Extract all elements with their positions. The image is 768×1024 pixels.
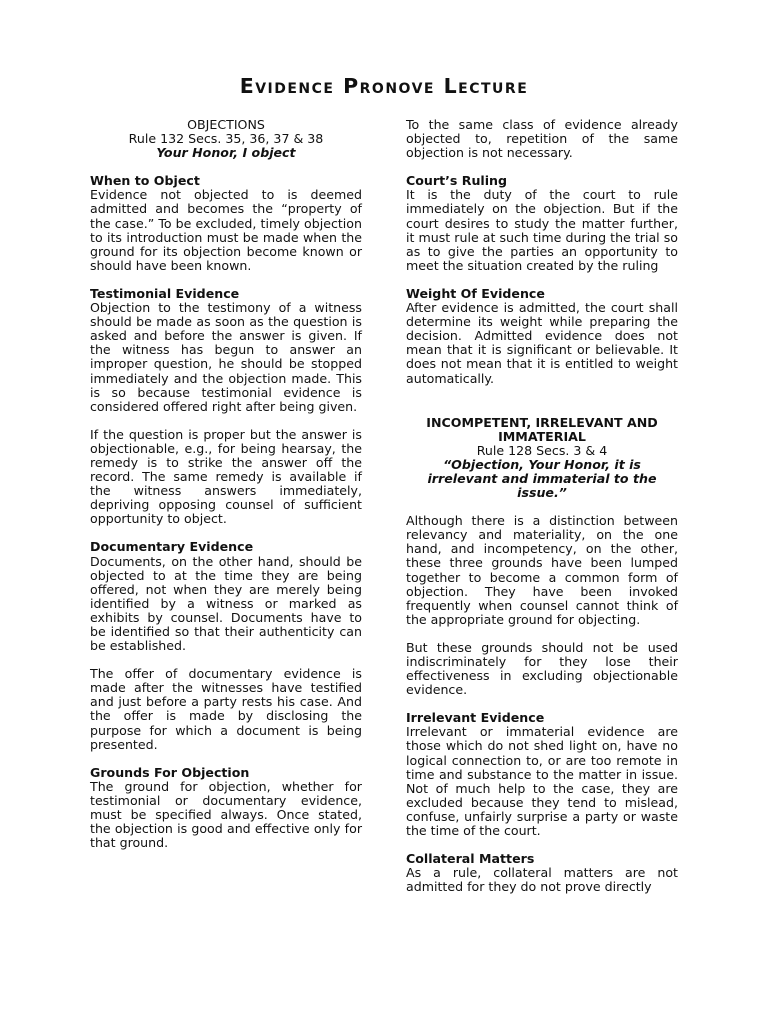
heading-testimonial-evidence: Testimonial Evidence: [90, 285, 240, 301]
rule-citation: Rule 132 Secs. 35, 36, 37 & 38: [128, 131, 324, 147]
section-quote-2: “Objection, Your Honor, it is irrelevant and immaterial to the issue.”: [427, 456, 657, 501]
paragraph-intro-2: But these grounds should not be used indiscriminately for they lose their effectiveness in excluding objectionable evidence.: [406, 639, 678, 698]
heading-weight-of-evidence: Weight Of Evidence: [406, 285, 545, 301]
heading-irrelevant-evidence: Irrelevant Evidence: [406, 710, 545, 726]
paragraph-testimonial-1: Objection to the testimony of a witness should be made as soon as the question is asked and before the answer is given. If the witness has begun to answer an improper question, he should be stopped immediately and the objection made. This is so because testimonial evidence is considered offered right after being given.: [90, 300, 362, 414]
section-title-objections: OBJECTIONS: [187, 117, 265, 132]
heading-documentary-evidence: Documentary Evidence: [90, 539, 254, 555]
paragraph-when-to-object: Evidence not objected to is deemed admitted and becomes the “property of the case.” To be excluded, timely objection to its introduction must be made when the ground for its objection become known or should have been known.: [90, 187, 362, 273]
paragraph-grounds: The ground for objection, whether for testimonial or documentary evidence, must be specified always. Once stated, the objection is good and effective only for that ground.: [90, 778, 362, 851]
document-title: Evidence Pronove Lecture: [239, 74, 529, 98]
paragraph-testimonial-2: If the question is proper but the answer is objectionable, e.g., for being hearsay, the remedy is to strike the answer off the record. The same remedy is available if the witness answers immediately, depriving opposing counsel of sufficient opportunity to object.: [90, 426, 362, 527]
paragraph-irrelevant-evidence: Irrelevant or immaterial evidence are those which do not shed light on, have no logical connection to, or are too remote in time and substance to the matter in issue. Not of much help to the case, they are excluded because they tend to mislead, confuse, unfairly surprise a party or waste the time of the court.: [406, 724, 678, 839]
section-quote: Your Honor, I object: [156, 145, 296, 161]
heading-when-to-object: When to Object: [90, 173, 200, 189]
section-title-incompetent: INCOMPETENT, IRRELEVANT AND IMMATERIAL: [426, 414, 658, 444]
paragraph-courts-ruling: It is the duty of the court to rule immediately on the objection. But if the court desires to study the matter further, it must rule at such time during the trial so as to give the parties an opportunity to meet the situation created by the ruling: [406, 187, 678, 273]
heading-grounds-for-objection: Grounds For Objection: [90, 764, 250, 780]
paragraph-documentary-2: The offer of documentary evidence is made after the witnesses have testified and just before a party rests his case. And the offer is made by disclosing the purpose for which a document is being presented.: [90, 666, 362, 752]
heading-courts-ruling: Court’s Ruling: [406, 173, 508, 189]
paragraph-weight-of-evidence: After evidence is admitted, the court shall determine its weight while preparing the decision. Admitted evidence does not mean that it is significant or believable. It does not mean that it is entitled to weight automatically.: [406, 300, 678, 386]
paragraph-continuation: To the same class of evidence already objected to, repetition of the same objection is not necessary.: [406, 117, 678, 161]
rule-citation-2: Rule 128 Secs. 3 & 4: [476, 442, 608, 458]
paragraph-documentary-1: Documents, on the other hand, should be objected to at the time they are being offered, not when they are merely being identified by a witness or marked as exhibits by counsel. Documents have to be identified so that their authenticity can be established.: [90, 553, 362, 654]
heading-collateral-matters: Collateral Matters: [406, 851, 535, 867]
paragraph-collateral-matters: As a rule, collateral matters are not admitted for they do not prove directly: [406, 865, 678, 895]
right-column: [406, 118, 678, 894]
left-column: [90, 118, 362, 850]
paragraph-intro-1: Although there is a distinction between relevancy and materiality, on the one hand, and incompetency, on the other, these three grounds have been lumped together to become a common form of objection. They have been invoked frequently when counsel cannot think of the appropriate ground for objecting.: [406, 513, 678, 627]
